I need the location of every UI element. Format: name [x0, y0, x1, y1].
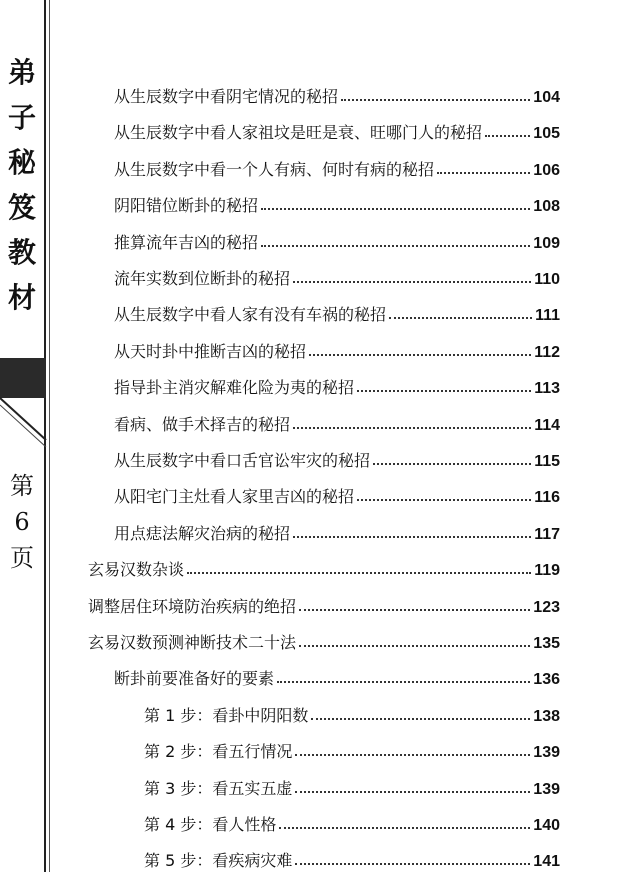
toc-leader-dots [357, 499, 531, 501]
toc-leader-dots [295, 791, 530, 793]
toc-entry-title: 从生辰数字中看人家祖坟是旺是衰、旺哪门人的秘招 [114, 123, 483, 142]
toc-leader-dots [293, 536, 531, 538]
sidebar [0, 0, 50, 872]
toc-entry-page-number: 113 [534, 380, 560, 397]
toc-entry-page-number: 138 [533, 708, 560, 725]
toc-leader-dots [437, 172, 530, 174]
toc-entry[interactable] [88, 550, 560, 580]
toc-entry-title: 第 1 步：看卦中阴阳数 [144, 706, 309, 725]
toc-entry-page-number: 105 [533, 125, 560, 142]
toc-entry[interactable] [88, 623, 560, 653]
toc-entry-page-number: 117 [534, 526, 560, 543]
toc-leader-dots [373, 463, 531, 465]
toc-entry-page-number: 109 [533, 235, 560, 252]
toc-entry-page-number: 115 [534, 453, 560, 470]
toc-entry-page-number: 139 [533, 781, 560, 798]
toc-entry[interactable] [114, 113, 560, 143]
toc-entry[interactable] [114, 659, 560, 689]
toc-entry-page-number: 136 [533, 671, 560, 688]
toc-entry-title: 第 4 步：看人性格 [144, 815, 277, 834]
toc-leader-dots [261, 208, 530, 210]
toc-entry-page-number: 106 [533, 162, 560, 179]
toc-entry[interactable] [88, 587, 560, 617]
toc-entry-title: 调整居住环境防治疾病的绝招 [88, 597, 297, 616]
toc-entry-title: 从天时卦中推断吉凶的秘招 [114, 342, 307, 361]
title-char: 笈 [7, 191, 36, 224]
toc-entry[interactable] [114, 405, 560, 435]
toc-entry-title: 用点痣法解灾治病的秘招 [114, 524, 291, 543]
toc-entry-page-number: 112 [534, 344, 560, 361]
toc-entry-title: 第 5 步：看疾病灾难 [144, 851, 293, 870]
page-char: 页 [10, 544, 34, 572]
toc-entry-title: 从生辰数字中看口舌官讼牢灾的秘招 [114, 451, 371, 470]
page-char: 第 [10, 472, 34, 500]
toc-leader-dots [311, 718, 530, 720]
toc-entry-page-number: 139 [533, 744, 560, 761]
page-char: 6 [14, 508, 30, 536]
toc-leader-dots [277, 681, 530, 683]
sidebar-page-number [2, 468, 42, 576]
toc-entry[interactable] [114, 186, 560, 216]
toc-entry[interactable] [144, 769, 560, 799]
toc-entry-page-number: 123 [533, 599, 560, 616]
toc-leader-dots [485, 135, 530, 137]
toc-entry[interactable] [144, 805, 560, 835]
toc-leader-dots [187, 572, 531, 574]
toc-entry[interactable] [114, 441, 560, 471]
toc-leader-dots [261, 245, 530, 247]
toc-entry-page-number: 141 [533, 853, 560, 870]
toc-entry[interactable] [114, 223, 560, 253]
toc-entry-title: 断卦前要准备好的要素 [114, 669, 275, 688]
toc-entry[interactable] [114, 295, 560, 325]
toc-entry-title: 指导卦主消灾解难化险为夷的秘招 [114, 378, 355, 397]
toc-entry[interactable] [144, 696, 560, 726]
toc-leader-dots [279, 827, 530, 829]
title-char: 弟 [7, 56, 36, 89]
toc-leader-dots [299, 645, 530, 647]
toc-entry[interactable] [114, 259, 560, 289]
toc-entry[interactable] [114, 368, 560, 398]
toc-leader-dots [309, 354, 531, 356]
toc-entry-page-number: 108 [533, 198, 560, 215]
toc-entry-page-number: 111 [535, 307, 560, 324]
toc-entry-page-number: 135 [533, 635, 560, 652]
toc-entry-title: 玄易汉数杂谈 [88, 560, 185, 579]
toc-entry-page-number: 119 [534, 562, 560, 579]
toc-entry-title: 推算流年吉凶的秘招 [114, 233, 259, 252]
toc-entry[interactable] [114, 77, 560, 107]
sidebar-decoration [0, 0, 50, 872]
toc-entry[interactable] [114, 332, 560, 362]
title-char: 材 [7, 281, 36, 314]
toc-entry-title: 第 2 步：看五行情况 [144, 742, 293, 761]
toc-leader-dots [341, 99, 530, 101]
toc-leader-dots [293, 427, 531, 429]
toc-entry-title: 从生辰数字中看阴宅情况的秘招 [114, 87, 339, 106]
toc-entry-title: 阴阳错位断卦的秘招 [114, 196, 259, 215]
toc-entry-page-number: 140 [533, 817, 560, 834]
toc-entry[interactable] [114, 514, 560, 544]
title-char: 秘 [7, 146, 36, 179]
toc-entry-title: 从生辰数字中看人家有没有车祸的秘招 [114, 305, 387, 324]
toc-entry-page-number: 114 [534, 417, 560, 434]
toc-leader-dots [357, 390, 531, 392]
toc-leader-dots [389, 317, 532, 319]
toc-entry[interactable] [144, 732, 560, 762]
toc-leader-dots [295, 863, 530, 865]
title-char: 教 [7, 236, 36, 269]
toc-entry-title: 从生辰数字中看一个人有病、何时有病的秘招 [114, 160, 435, 179]
toc-leader-dots [299, 609, 530, 611]
toc-entry-title: 流年实数到位断卦的秘招 [114, 269, 291, 288]
toc-entry-title: 看病、做手术择吉的秘招 [114, 415, 291, 434]
toc-leader-dots [293, 281, 531, 283]
toc-entry-title: 玄易汉数预测神断技术二十法 [88, 633, 297, 652]
toc-entry[interactable] [114, 477, 560, 507]
toc-entry-page-number: 110 [534, 271, 560, 288]
toc-entry-page-number: 104 [533, 89, 560, 106]
toc-entry-page-number: 116 [534, 489, 560, 506]
title-char: 子 [7, 101, 36, 134]
toc-entry-title: 从阳宅门主灶看人家里吉凶的秘招 [114, 487, 355, 506]
toc-entry-title: 第 3 步：看五实五虚 [144, 779, 293, 798]
toc-entry[interactable] [144, 841, 560, 871]
toc-entry[interactable] [114, 150, 560, 180]
toc-leader-dots [295, 754, 530, 756]
